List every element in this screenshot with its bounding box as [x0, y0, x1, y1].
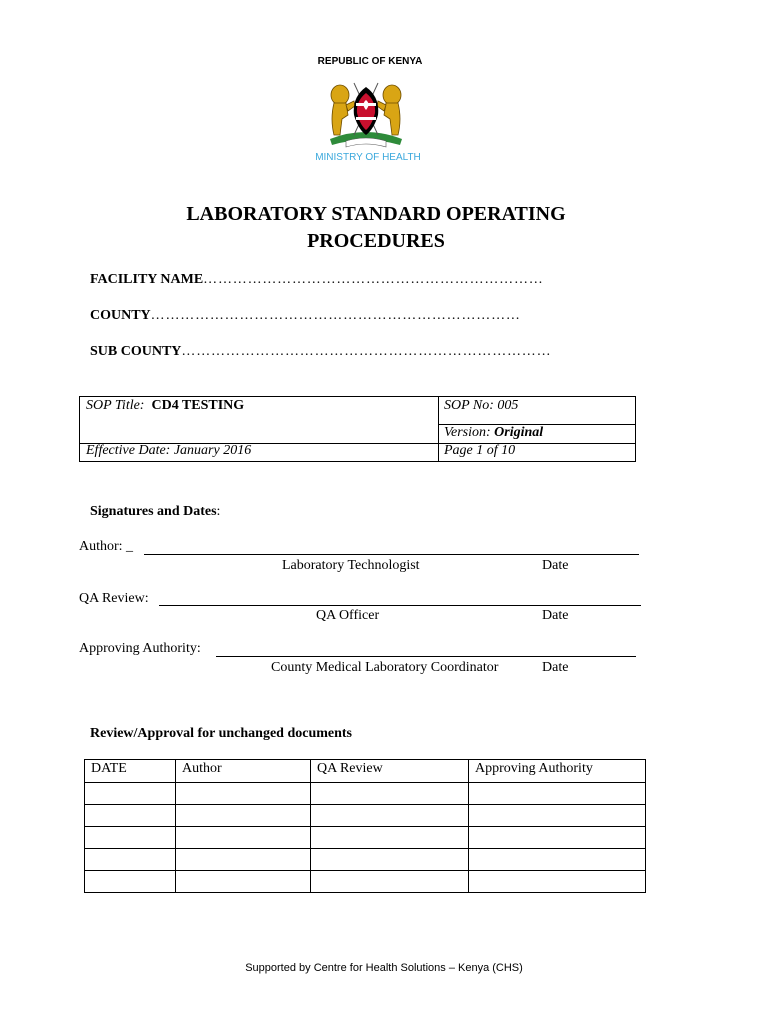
table-row — [85, 871, 646, 893]
table-cell[interactable] — [176, 849, 311, 871]
approving-role: County Medical Laboratory Coordinator — [271, 660, 499, 675]
author-label: Author: _ — [79, 539, 134, 554]
table-row — [85, 849, 646, 871]
signatures-heading-colon: : — [216, 504, 221, 519]
table-cell[interactable] — [176, 805, 311, 827]
sub-county-label: SUB COUNTY — [90, 344, 182, 359]
sop-number: SOP No: 005 — [444, 398, 519, 413]
sop-info-box — [79, 396, 636, 462]
facility-name-dots: …………………………………………………………… — [203, 272, 544, 287]
table-cell[interactable] — [311, 871, 469, 893]
table-cell[interactable] — [85, 783, 176, 805]
country-name: REPUBLIC OF KENYA — [317, 56, 423, 67]
table-cell[interactable] — [311, 849, 469, 871]
table-row — [85, 783, 646, 805]
approving-signature-line[interactable] — [216, 656, 636, 657]
sop-title — [86, 398, 244, 414]
signatures-heading — [90, 504, 220, 520]
table-header-row — [85, 760, 646, 783]
column-header-qa-review: QA Review — [311, 760, 469, 783]
sop-title-value: CD4 TESTING — [151, 398, 245, 413]
sop-version — [444, 425, 543, 441]
sop-page: Page 1 of 10 — [444, 443, 516, 458]
page-title — [0, 201, 752, 255]
title-line-1: LABORATORY STANDARD OPERATING — [186, 203, 566, 225]
facility-name-label: FACILITY NAME — [90, 272, 204, 287]
qa-date-label: Date — [542, 608, 569, 623]
footer-text: Supported by Centre for Health Solutions – Kenya (CHS) — [245, 962, 523, 974]
table-cell[interactable] — [311, 805, 469, 827]
table-cell[interactable] — [85, 871, 176, 893]
table-cell[interactable] — [85, 805, 176, 827]
qa-role: QA Officer — [316, 608, 380, 623]
table-cell[interactable] — [469, 783, 646, 805]
qa-review-label: QA Review: — [79, 591, 149, 606]
county-label: COUNTY — [90, 308, 151, 323]
sop-effective-date: Effective Date: January 2016 — [86, 443, 252, 458]
column-header-approving-authority: Approving Authority — [469, 760, 646, 783]
table-cell[interactable] — [176, 827, 311, 849]
table-cell[interactable] — [469, 849, 646, 871]
review-heading: Review/Approval for unchanged documents — [90, 726, 353, 741]
ministry-name: MINISTRY OF HEALTH — [315, 152, 421, 163]
table-cell[interactable] — [176, 783, 311, 805]
table-cell[interactable] — [469, 871, 646, 893]
column-header-date: DATE — [85, 760, 176, 783]
table-cell[interactable] — [469, 805, 646, 827]
table-cell[interactable] — [311, 827, 469, 849]
table-cell[interactable] — [85, 849, 176, 871]
table-cell[interactable] — [85, 827, 176, 849]
sop-version-label: Version: — [444, 425, 491, 440]
author-date-label: Date — [542, 558, 569, 573]
table-cell[interactable] — [469, 827, 646, 849]
sop-title-label: SOP Title: — [86, 398, 145, 413]
qa-signature-line[interactable] — [159, 605, 641, 606]
table-row — [85, 805, 646, 827]
facility-name-field — [90, 272, 544, 288]
table-row — [85, 827, 646, 849]
county-dots: ………………………………………………………………… — [150, 308, 521, 323]
table-cell[interactable] — [176, 871, 311, 893]
approving-date-label: Date — [542, 660, 569, 675]
sub-county-field — [90, 344, 551, 360]
review-table — [84, 759, 646, 893]
table-cell[interactable] — [311, 783, 469, 805]
sub-county-dots: ………………………………………………………………… — [181, 344, 552, 359]
signatures-heading-text: Signatures and Dates — [90, 504, 217, 519]
coat-of-arms-logo — [324, 73, 408, 153]
author-role: Laboratory Technologist — [282, 558, 420, 573]
author-signature-line[interactable] — [144, 554, 639, 555]
column-header-author: Author — [176, 760, 311, 783]
county-field — [90, 308, 521, 324]
title-line-2: PROCEDURES — [307, 230, 445, 252]
approving-authority-label: Approving Authority: — [79, 641, 201, 656]
sop-version-value: Original — [494, 425, 544, 440]
